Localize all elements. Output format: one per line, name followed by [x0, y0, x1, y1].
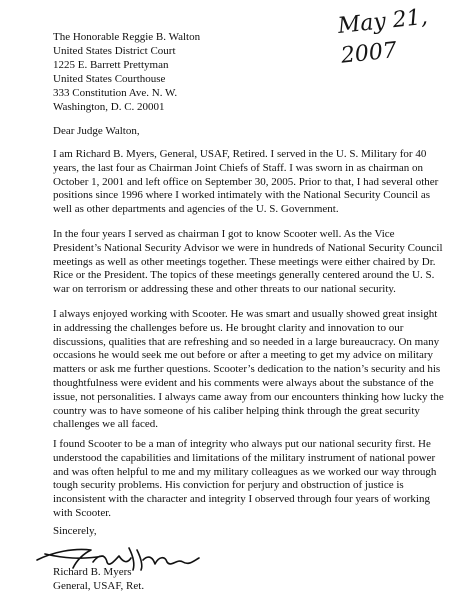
recipient-line: Washington, D. C. 20001 — [53, 101, 165, 113]
paragraph-line: occasions he would seek me out before or after a meeting to get my advice on military — [53, 349, 433, 362]
paragraph-1 — [53, 148, 465, 217]
paragraph-3 — [53, 308, 465, 432]
recipient-line: 333 Constitution Ave. N. W. — [53, 87, 178, 99]
paragraph-line: I found Scooter to be a man of integrity who always put our national security first. He — [53, 438, 431, 450]
paragraph-line: issue, not personalities. I always came away from our encounters thinking how lucky the — [53, 390, 444, 403]
paragraph-4 — [53, 438, 465, 521]
paragraph-line: challenges we all faced. — [53, 418, 159, 431]
paragraph-line: years, the last four as Chairman Joint Chiefs of Staff. I was sworn in as chairman on — [53, 161, 424, 174]
signatory-title: General, USAF, Ret. — [53, 580, 145, 592]
salutation: Dear Judge Walton, — [53, 125, 140, 137]
paragraph-line: October 1, 2001 and left office on September 30, 2005. Prior to that, I had several other — [53, 175, 439, 188]
paragraph-line: thoughtfulness were evident and his comments were always about the substance of the — [53, 376, 434, 389]
handwritten-date: May 21, 2007 — [336, 4, 429, 69]
paragraph-line: and was often helpful to me and my military colleagues as we worked our way through — [53, 465, 437, 478]
paragraph-line: tough security problems. His conviction for perjury and obstruction of justice is — [53, 479, 404, 492]
recipient-line: 1225 E. Barrett Prettyman — [53, 59, 169, 71]
signatory-name: Richard B. Myers — [53, 566, 132, 578]
paragraph-line: positions since 1996 where I worked intimately with the National Security Council as — [53, 189, 430, 202]
paragraph-line: President’s National Security Advisor we were in hundreds of National Security Council — [53, 241, 443, 254]
paragraph-line: country was to have someone of his caliber helping think through the great security — [53, 404, 420, 417]
paragraph-line: with Scooter. — [53, 506, 112, 519]
recipient-line: United States Courthouse — [53, 73, 166, 85]
paragraph-line: war on terrorism or addressing these and other threats to our national security. — [53, 283, 396, 296]
paragraph-line: meetings as well as other meetings together. These meetings were either chaired by Dr. — [53, 255, 436, 268]
recipient-line: The Honorable Reggie B. Walton — [53, 31, 201, 43]
paragraph-line: well as other departments and agencies of the U. S. Government. — [53, 203, 339, 216]
paragraph-line: Rice or the President. The topics of these meetings generally centered around the U. S. — [53, 269, 435, 282]
paragraph-line: In the four years I served as chairman I got to know Scooter well. As the Vice — [53, 228, 395, 240]
paragraph-line: I always enjoyed working with Scooter. He was smart and usually showed great insight — [53, 308, 438, 320]
paragraph-line: in addressing the challenges before us. He brought clarity and innovation to our — [53, 321, 404, 334]
paragraph-line: understood the capabilities and limitations of the military instrument of national power — [53, 451, 436, 464]
closing: Sincerely, — [53, 525, 97, 537]
paragraph-line: discussions, qualities that are refreshing and so needed in a large bureaucracy. On many — [53, 335, 440, 348]
recipient-line: United States District Court — [53, 45, 176, 57]
paragraph-line: matters or ask me further questions. Scooter’s dedication to the nation’s security and his — [53, 363, 441, 376]
paragraph-line: I am Richard B. Myers, General, USAF, Retired. I served in the U. S. Military for 40 — [53, 148, 427, 160]
paragraph-line: inconsistent with the character and integrity I observed through four years of working — [53, 493, 430, 506]
paragraph-2 — [53, 228, 465, 297]
